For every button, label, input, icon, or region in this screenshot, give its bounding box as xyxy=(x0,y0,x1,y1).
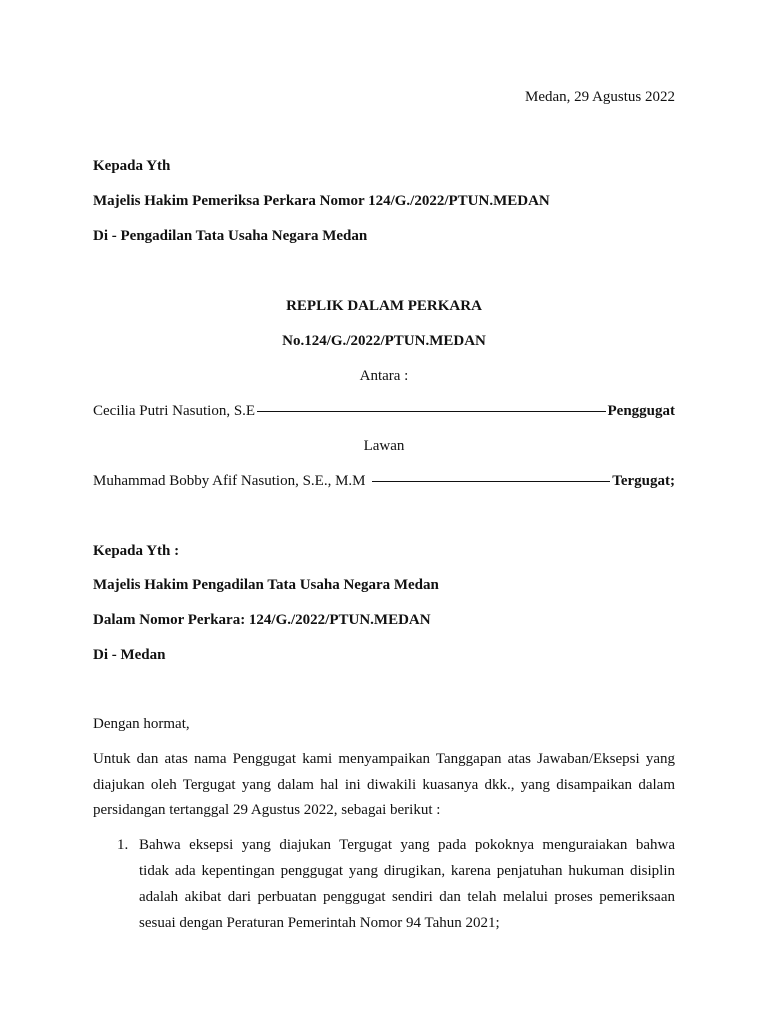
recipient2-line-2: Dalam Nomor Perkara: 124/G./2022/PTUN.MEDAN xyxy=(93,612,431,628)
intro-line-1: Untuk dan atas nama Penggugat kami menyampaikan Tanggapan atas Jawaban/Eksepsi yang xyxy=(93,751,675,767)
recipient2-line-3: Di - Medan xyxy=(93,647,166,663)
greeting: Dengan hormat, xyxy=(93,716,190,732)
list-item-1-line-1: Bahwa eksepsi yang diajukan Tergugat yang pada pokoknya menguraiakan bahwa xyxy=(139,837,675,853)
list-item-1-line-2: tidak ada kepentingan penggugat yang dirugikan, karena penjatuhan hukuman disiplin xyxy=(139,863,675,879)
defendant-role: Tergugat; xyxy=(612,473,675,489)
defendant-fill-line xyxy=(372,481,611,482)
date-line: Medan, 29 Agustus 2022 xyxy=(525,89,675,105)
list-item-1-line-3: adalah akibat dari perbuatan penggugat sendiri dan telah melalui proses pemeriksaan xyxy=(139,889,675,905)
versus-label: Lawan xyxy=(363,438,405,454)
list-item-1-line-4: sesuai dengan Peraturan Pemerintah Nomor 94 Tahun 2021; xyxy=(139,915,500,931)
case-number: No.124/G./2022/PTUN.MEDAN xyxy=(282,333,486,349)
plaintiff-fill-line xyxy=(257,411,605,412)
plaintiff-role: Penggugat xyxy=(607,403,675,419)
plaintiff-name: Cecilia Putri Nasution, S.E xyxy=(93,403,256,419)
between-label: Antara : xyxy=(359,368,409,384)
intro-line-3: persidangan tertanggal 29 Agustus 2022, sebagai berikut : xyxy=(93,802,441,818)
recipient-line-2: Di - Pengadilan Tata Usaha Negara Medan xyxy=(93,228,368,244)
recipient-line-1: Majelis Hakim Pemeriksa Perkara Nomor 124/G./2022/PTUN.MEDAN xyxy=(93,193,550,209)
recipient-heading: Kepada Yth xyxy=(93,158,171,174)
list-item-1-marker: 1. xyxy=(117,837,129,853)
intro-line-2: diajukan oleh Tergugat yang dalam hal ini diwakili kuasanya dkk., yang disampaikan dalam xyxy=(93,777,675,793)
recipient2-heading: Kepada Yth : xyxy=(93,543,180,559)
defendant-row xyxy=(93,471,675,491)
document-title: REPLIK DALAM PERKARA xyxy=(286,298,482,314)
recipient2-line-1: Majelis Hakim Pengadilan Tata Usaha Negara Medan xyxy=(93,577,439,593)
defendant-name: Muhammad Bobby Afif Nasution, S.E., M.M xyxy=(93,473,366,489)
plaintiff-row xyxy=(93,401,675,421)
